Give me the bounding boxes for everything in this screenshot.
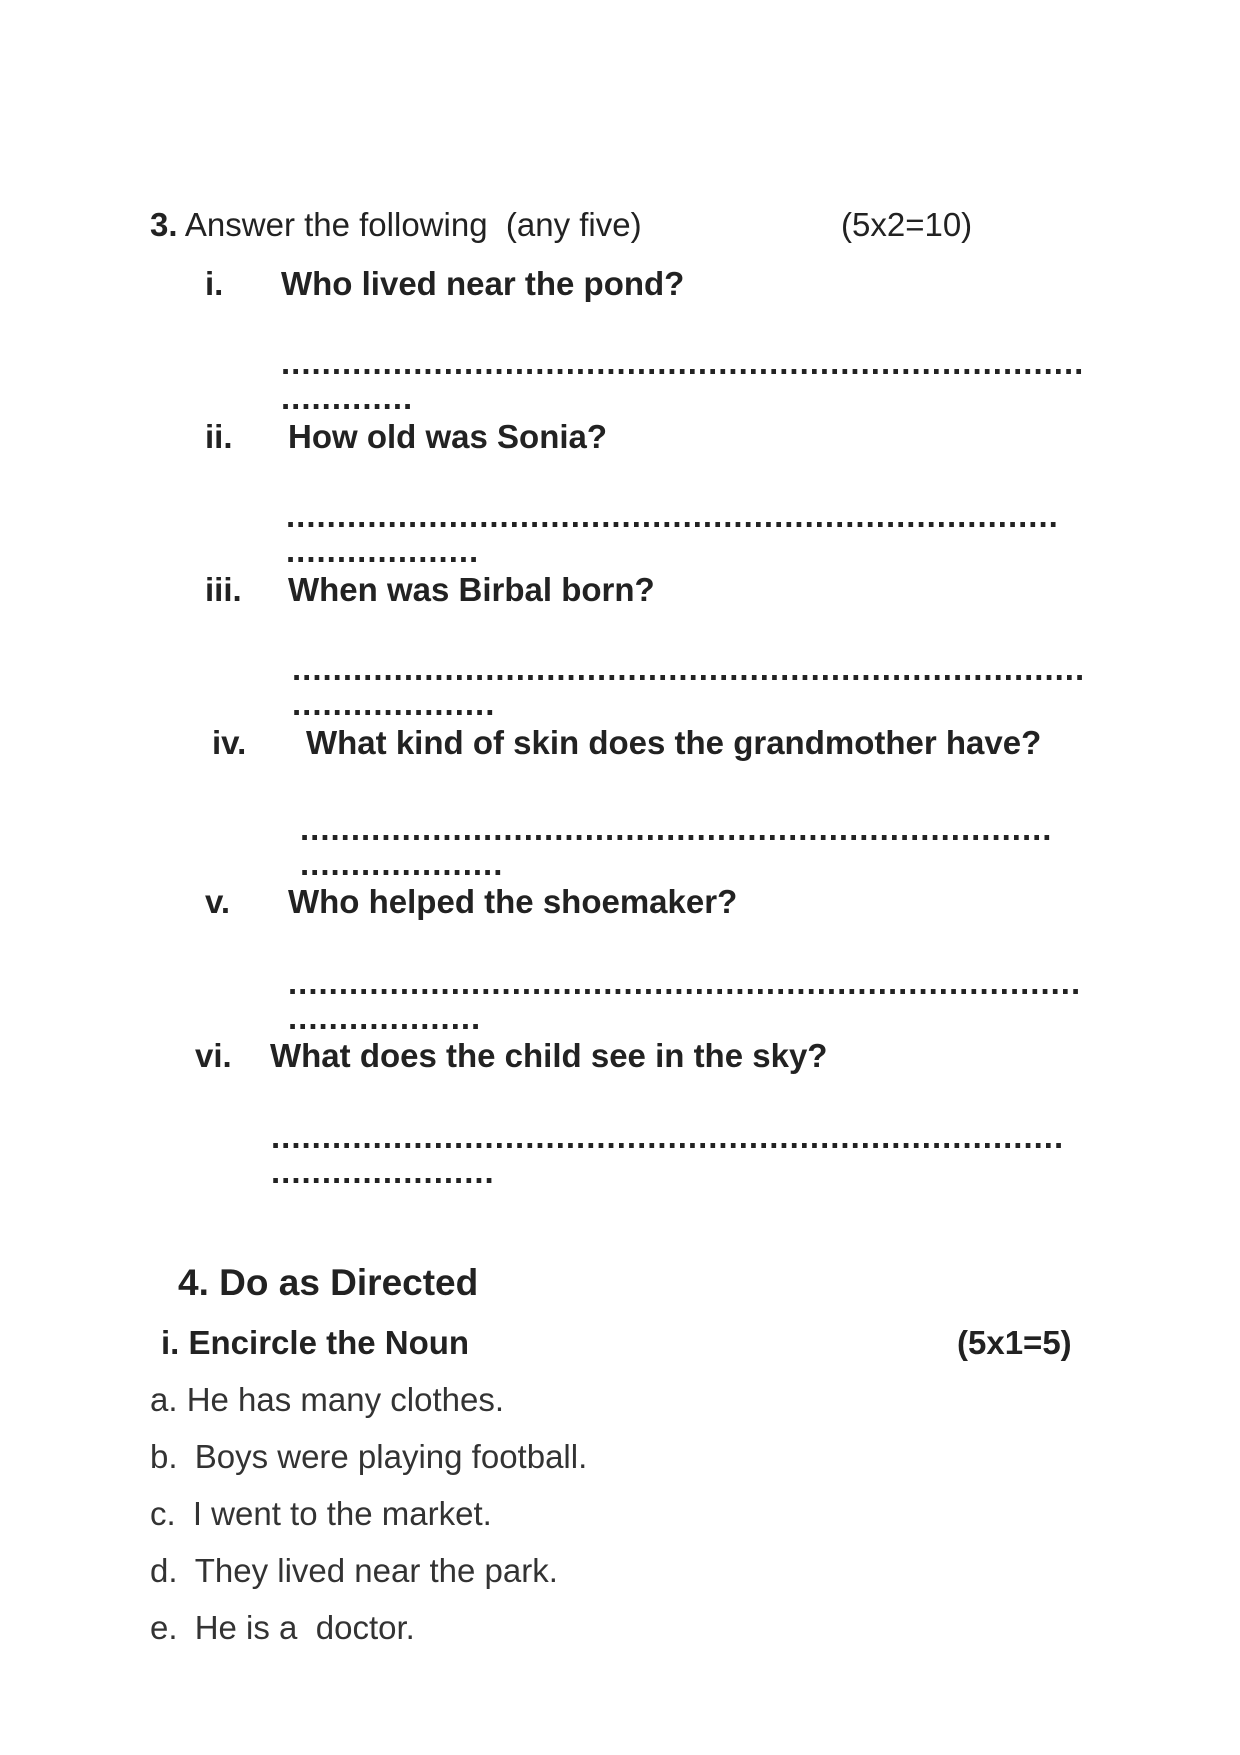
noun-item-label: d. bbox=[150, 1552, 178, 1589]
noun-item-label: b. bbox=[150, 1438, 178, 1475]
question-5-answer-line[interactable]: .............................................................................. bbox=[288, 964, 1082, 1001]
noun-item bbox=[150, 1495, 492, 1533]
question-2-numeral: ii. bbox=[205, 418, 233, 455]
question-5-numeral: v. bbox=[205, 883, 231, 920]
noun-item-label: e. bbox=[150, 1609, 178, 1646]
noun-item bbox=[150, 1609, 415, 1647]
question-5-answer-line-continued[interactable]: ................... bbox=[288, 999, 482, 1036]
question-5-text: Who helped the shoemaker? bbox=[288, 883, 738, 920]
question-6-answer-line[interactable]: .............................................................................. bbox=[271, 1118, 1065, 1155]
question-3-answer-line[interactable]: .............................................................................. bbox=[292, 650, 1086, 687]
section-3-marks: (5x2=10) bbox=[841, 206, 973, 243]
noun-item bbox=[150, 1438, 587, 1476]
section-4-sub-number: i. bbox=[161, 1324, 180, 1361]
noun-item-label: c. bbox=[150, 1495, 176, 1532]
section-4-title: 4. Do as Directed bbox=[178, 1262, 479, 1303]
noun-item bbox=[150, 1381, 504, 1419]
noun-item-sentence[interactable]: They lived near the park. bbox=[194, 1552, 558, 1589]
noun-item bbox=[150, 1552, 558, 1590]
section-3-heading bbox=[150, 206, 642, 244]
question-4-answer-line-continued[interactable]: .................... bbox=[300, 845, 504, 882]
section-3-number: 3. bbox=[150, 206, 178, 243]
question-2-text: How old was Sonia? bbox=[288, 418, 608, 455]
question-4-numeral: iv. bbox=[212, 724, 247, 761]
question-1-numeral: i. bbox=[205, 265, 224, 302]
question-3-answer-line-continued[interactable]: .................... bbox=[292, 685, 496, 722]
question-6-numeral: vi. bbox=[195, 1037, 232, 1074]
section-4-sub-title: Encircle the Noun bbox=[188, 1324, 470, 1361]
question-4-answer-line[interactable]: .......................................................................... bbox=[300, 810, 1053, 847]
noun-item-sentence[interactable]: He is a doctor. bbox=[194, 1609, 415, 1646]
section-4-subheading bbox=[161, 1324, 469, 1362]
noun-item-label: a. bbox=[150, 1381, 178, 1418]
question-2-answer-line[interactable]: ............................................................................ bbox=[286, 497, 1059, 534]
noun-item-sentence[interactable]: Boys were playing football. bbox=[194, 1438, 588, 1475]
question-1-answer-line-continued[interactable]: ............. bbox=[281, 379, 414, 416]
question-1-text: Who lived near the pond? bbox=[281, 265, 685, 302]
noun-item-sentence[interactable]: He has many clothes. bbox=[186, 1381, 505, 1418]
question-1-answer-line[interactable]: ............................................................................... bbox=[281, 344, 1085, 381]
question-3-numeral: iii. bbox=[205, 571, 242, 608]
section-4-marks: (5x1=5) bbox=[957, 1324, 1072, 1361]
question-6-text: What does the child see in the sky? bbox=[270, 1037, 828, 1074]
question-2-answer-line-continued[interactable]: ................... bbox=[286, 532, 480, 569]
question-6-answer-line-continued[interactable]: ...................... bbox=[271, 1153, 495, 1190]
question-3-text: When was Birbal born? bbox=[288, 571, 655, 608]
noun-item-sentence[interactable]: I went to the market. bbox=[192, 1495, 492, 1532]
question-4-text: What kind of skin does the grandmother have? bbox=[306, 724, 1042, 761]
section-3-instruction: Answer the following (any five) bbox=[184, 206, 642, 243]
